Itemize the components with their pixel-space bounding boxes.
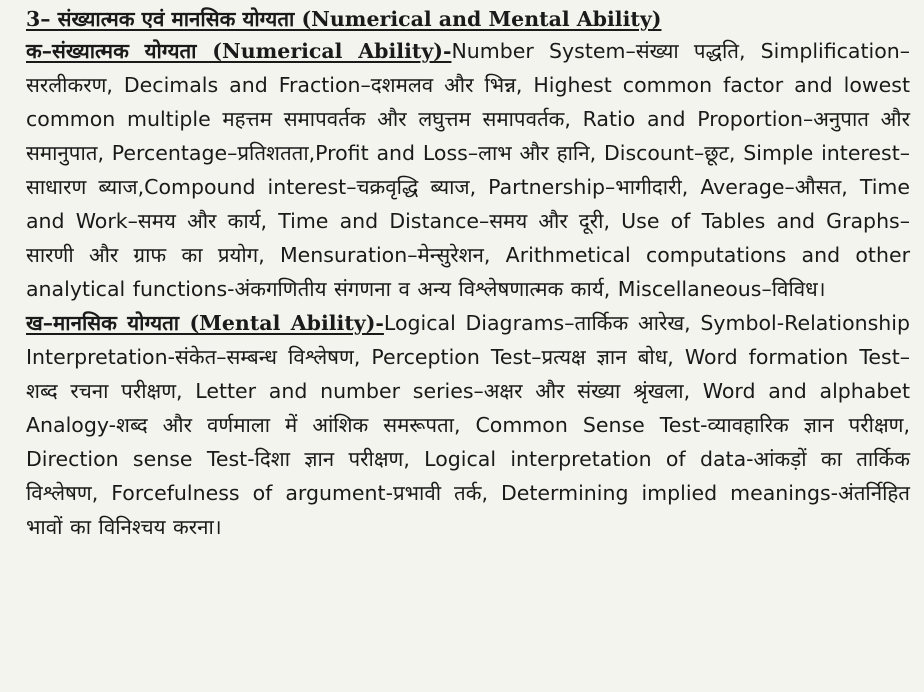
mental-ability-topics: Logical Diagrams–तार्किक आरेख, Symbol-Relationship Interpretation-संकेत–सम्बन्ध विश्लेषण, Perception Test–प्रत्यक्ष ज्ञान बोध, Word formation Test–शब्द रचना परीक्षण, Letter and number series–अक्षर और संख्या श्रृंखला, Word and alphabet Analogy-शब्द और वर्णमाला में आंशिक समरूपता, Common Sense Test-व्यावहारिक ज्ञान परीक्षण, Direction sense Test-दिशा ज्ञान परीक्षण, Logical interpretation of data-आंकड़ों का तार्किक विश्लेषण, Forcefulness of argument-प्रभावी तर्क, Determining implied meanings-अंतर्निहित भावों का विनिश्चय करना। xyxy=(26,311,910,539)
syllabus-page xyxy=(26,4,910,544)
numerical-ability-paragraph xyxy=(26,34,910,306)
mental-ability-title: ख–मानसिक योग्यता (Mental Ability)- xyxy=(26,311,384,335)
numerical-ability-title: क–संख्यात्मक योग्यता (Numerical Ability)- xyxy=(26,39,452,63)
mental-ability-paragraph xyxy=(26,306,910,544)
section-heading: 3– संख्यात्मक एवं मानसिक योग्यता (Numerical and Mental Ability) xyxy=(26,7,662,31)
numerical-ability-topics: Number System–संख्या पद्धति, Simplification–सरलीकरण, Decimals and Fraction–दशमलव और भिन्न, Highest common factor and lowest common multiple महत्तम समापवर्तक और लघुत्तम समापवर्तक, Ratio and Proportion–अनुपात और समानुपात, Percentage–प्रतिशतता,Profit and Loss–लाभ और हानि, Discount–छूट, Simple interest–साधारण ब्याज,Compound interest–चक्रवृद्धि ब्याज, Partnership–भागीदारी, Average–औसत, Time and Work–समय और कार्य, Time and Distance–समय और दूरी, Use of Tables and Graphs–सारणी और ग्राफ का प्रयोग, Mensuration–मेन्सुरेशन, Arithmetical computations and other analytical functions-अंकगणितीय संगणना व अन्य विश्लेषणात्मक कार्य, Miscellaneous–विविध। xyxy=(26,39,910,301)
